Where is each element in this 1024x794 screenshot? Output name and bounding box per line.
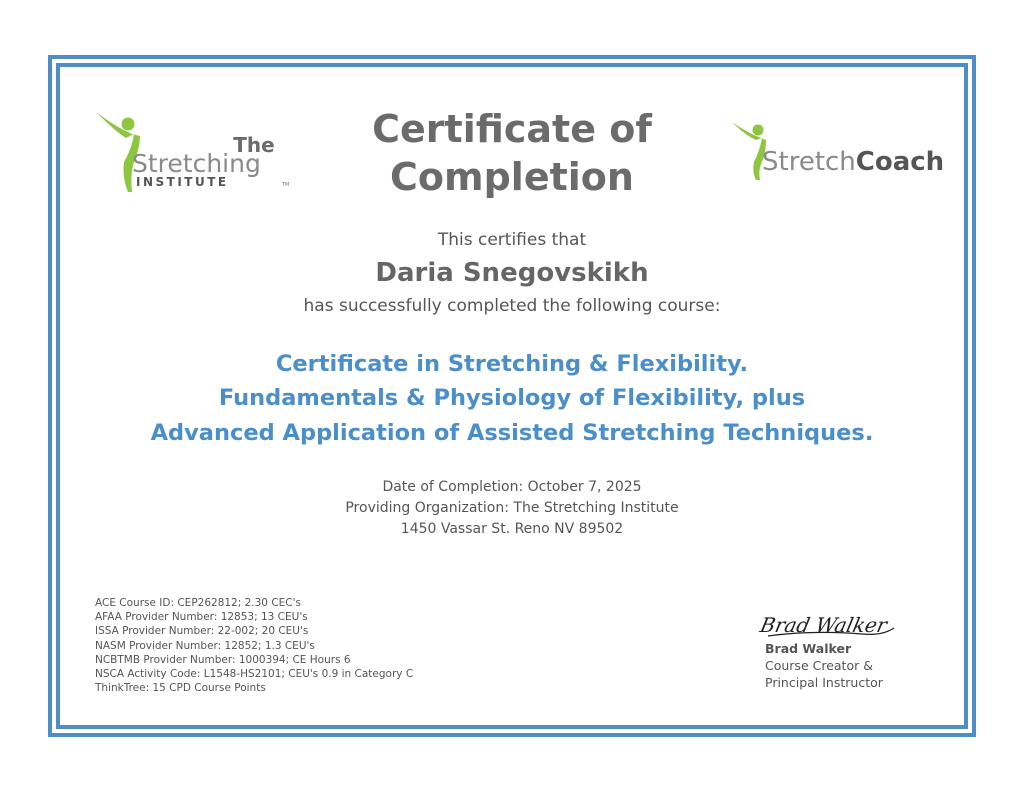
logo-stretch-text: Stretch <box>762 147 856 177</box>
signer-title-line1: Course Creator & <box>765 658 873 673</box>
certificate-title-line2: Completion <box>390 155 634 199</box>
completed-text: has successfully completed the following course: <box>303 296 721 316</box>
signer-block <box>765 640 883 691</box>
completion-date: Date of Completion: October 7, 2025 <box>382 479 642 495</box>
signer-name: Brad Walker <box>765 641 852 656</box>
signature <box>758 600 902 644</box>
provider-credit-line: ACE Course ID: CEP262812; 2.30 CEC's <box>95 597 301 609</box>
provider-credit-line: NSCA Activity Code: L1548-HS2101; CEU's 0.9 in Category C <box>95 668 414 681</box>
course-title-line2: Fundamentals & Physiology of Flexibility, plus <box>218 385 806 411</box>
course-title-line1: Certificate in Stretching & Flexibility. <box>275 351 749 377</box>
provider-credit-line: ThinkTree: 15 CPD Course Points <box>95 682 266 695</box>
provider-credits <box>95 596 515 695</box>
logo-stretching-text: Stretching <box>132 149 261 178</box>
course-title-line3: Advanced Application of Assisted Stretching Techniques. <box>150 420 874 446</box>
provider-credit-line: NCBTMB Provider Number: 1000394; CE Hours 6 <box>95 653 351 666</box>
certificate-title-line1: Certificate of <box>372 107 652 151</box>
providing-organization: Providing Organization: The Stretching Institute <box>345 500 679 516</box>
signature-script: Brad Walker <box>758 613 890 637</box>
logo-institute-text: INSTITUTE <box>136 175 229 189</box>
signer-title-line2: Principal Instructor <box>765 675 883 690</box>
recipient-name: Daria Snegovskikh <box>375 258 649 288</box>
logo-the-text: The <box>233 133 275 157</box>
logo-trademark-text: TM <box>282 182 290 188</box>
certifies-text: This certifies that <box>437 230 587 250</box>
stretching-institute-logo <box>92 108 297 196</box>
provider-credit-line: ISSA Provider Number: 22-002; 20 CEU's <box>95 625 309 638</box>
stretch-figure-icon <box>732 122 766 180</box>
provider-credit-line: AFAA Provider Number: 12853; 13 CEU's <box>95 611 308 624</box>
stretchcoach-logo <box>728 118 945 184</box>
organization-address: 1450 Vassar St. Reno NV 89502 <box>400 521 624 537</box>
provider-credit-line: NASM Provider Number: 12852; 1.3 CEU's <box>95 639 315 652</box>
stretchcoach-wordmark <box>762 147 944 177</box>
logo-coach-text: Coach <box>855 147 945 177</box>
